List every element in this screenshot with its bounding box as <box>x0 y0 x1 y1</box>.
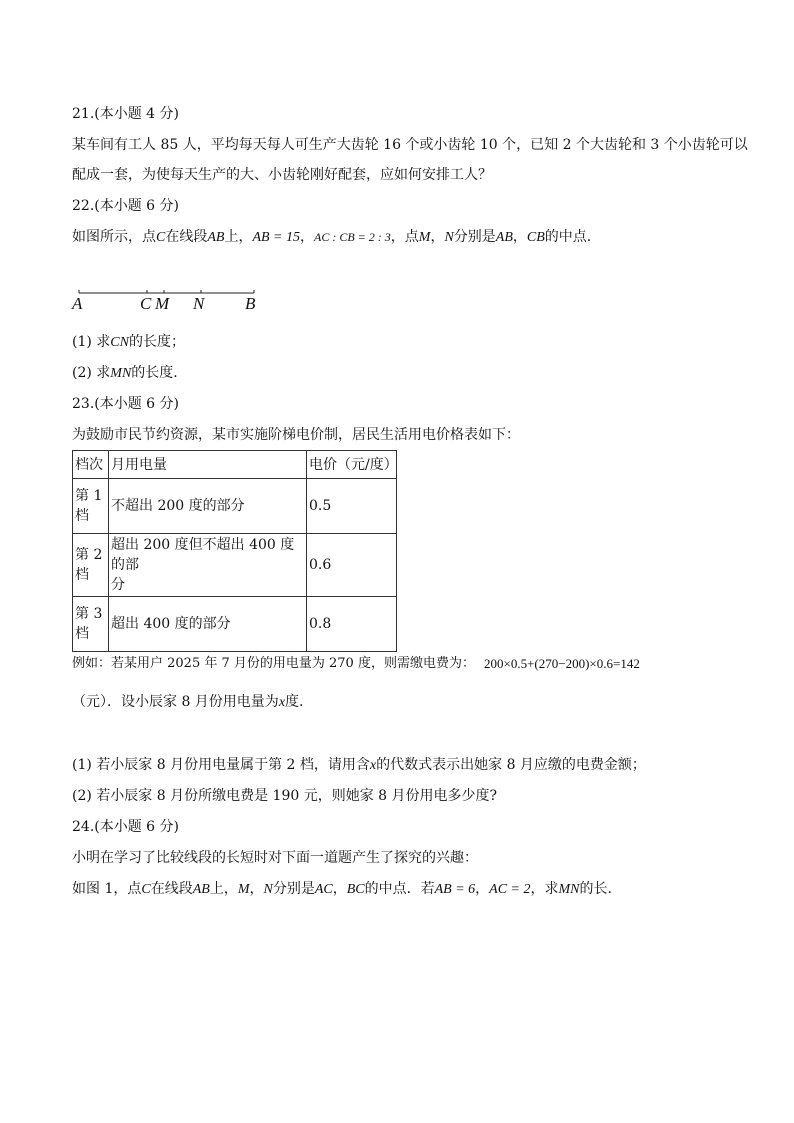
q24-line-g: 的长. <box>579 881 612 897</box>
q24-seg-ab: AB <box>192 882 210 897</box>
q24-line-a: 如图 1，点 <box>72 881 142 897</box>
table-row <box>73 479 397 534</box>
q24-line-f: ，求 <box>530 881 559 897</box>
q22-part1-a: (1) 求 <box>72 334 111 350</box>
q22-part2-b: 的长度. <box>131 365 178 381</box>
q22-var-m: M <box>418 230 431 245</box>
q22-part1 <box>72 332 185 353</box>
q22-intro-d: ，点 <box>390 229 419 245</box>
tier-cell <box>73 597 109 652</box>
tier-text-l2: 档 <box>75 508 89 524</box>
q24-eq-ab: AB = 6 <box>434 882 476 897</box>
q23-example-var: x <box>278 695 286 710</box>
q21-text-line1: 某车间有工人 85 人，平均每天每人可生产大齿轮 16 个或小齿轮 10 个，已知 2 个大齿轮和 3 个小齿轮可以 <box>72 137 748 153</box>
price-cell: 0.8 <box>307 597 397 652</box>
q24-seg-bc: BC <box>346 882 365 897</box>
q22-intro-f: 的中点. <box>544 229 592 245</box>
usage-cell <box>109 479 307 534</box>
usage-cell <box>109 597 307 652</box>
q24-var-m: M <box>237 882 250 897</box>
q23-example-formula: 200×0.5+(270−200)×0.6=142 <box>484 656 640 671</box>
q22-eq-ab: AB = 15 <box>252 230 301 245</box>
table-header-cell: 电价（元/度） <box>307 451 397 479</box>
point-label-m: M <box>155 294 170 313</box>
q24-sep3: ， <box>475 881 490 897</box>
q22-part2-var: MN <box>110 366 132 381</box>
tier-text-l2: 档 <box>75 626 89 642</box>
point-label-n: N <box>193 294 205 313</box>
q23-heading: 23.(本小题 6 分) <box>72 396 179 412</box>
q22-sep3: ， <box>512 229 527 245</box>
q23-part1-a: (1) 若小辰家 8 月份用电量属于第 2 档，请用含 <box>72 757 370 773</box>
q22-sep1: ， <box>300 229 315 245</box>
q24-line-b: 在线段 <box>150 881 193 897</box>
tier-text-l1: 第 3 <box>75 606 103 622</box>
q24-seg-mn: MN <box>558 882 580 897</box>
q23-example: 例如：若某用户 2025 年 7 月份的用电量为 270 度，则需缴电费为： <box>72 656 475 671</box>
q22-seg-ab: AB <box>207 230 225 245</box>
tier-text-l1: 第 1 <box>75 488 103 504</box>
q24-intro: 小明在学习了比较线段的长短时对下面一道题产生了探究的兴趣： <box>72 850 478 866</box>
tier-text-l2: 档 <box>75 567 89 583</box>
table-row <box>73 534 397 597</box>
q22-intro-b: 在线段 <box>165 229 208 245</box>
q22-ratio: AC : CB = 2 : 3 <box>314 230 391 244</box>
q24-eq-ac: AC = 2 <box>489 882 531 897</box>
q22-part1-var: CN <box>110 335 129 350</box>
q24-sep1: ， <box>249 881 264 897</box>
q23-example-line2-b: 度. <box>285 694 304 710</box>
q22-seg-cb: CB <box>526 230 545 245</box>
table-header-cell: 月用电量 <box>109 451 307 479</box>
price-table <box>72 450 397 652</box>
q22-heading: 22.(本小题 6 分) <box>72 198 179 214</box>
table-row <box>73 597 397 652</box>
q24-var-c: C <box>141 882 151 897</box>
segment-line-svg <box>72 284 272 320</box>
q24-heading: 24.(本小题 6 分) <box>72 819 179 835</box>
q23-example-line2-a: （元）．设小辰家 8 月份用电量为 <box>72 694 279 710</box>
usage-text-l1: 超出 200 度但不超出 400 度的部 <box>111 537 295 573</box>
segment-figure <box>72 284 272 320</box>
q22-var-c: C <box>156 230 166 245</box>
table-header-row <box>73 451 397 479</box>
q23-example-line2 <box>72 692 303 713</box>
tier-text-l1: 第 2 <box>75 547 103 563</box>
q22-var-n: N <box>444 230 454 245</box>
price-cell: 0.5 <box>307 479 397 534</box>
q23-part1-var: x <box>369 758 377 773</box>
point-label-c: C <box>140 294 152 313</box>
table-header-cell: 档次 <box>73 451 109 479</box>
usage-text-l2: 分 <box>111 577 125 593</box>
q23-part2: (2) 若小辰家 8 月份所缴电费是 190 元，则她家 8 月份用电多少度? <box>72 788 498 804</box>
q22-intro <box>72 227 591 248</box>
q24-seg-ac: AC <box>314 882 333 897</box>
tier-cell <box>73 534 109 597</box>
tier-cell <box>73 479 109 534</box>
q24-problem <box>72 879 612 900</box>
point-label-a: A <box>72 294 83 313</box>
q21-text-line2: 配成一套，为使每天生产的大、小齿轮刚好配套，应如何安排工人？ <box>72 167 492 183</box>
usage-cell <box>109 534 307 597</box>
q24-sep2: ， <box>332 881 347 897</box>
price-cell: 0.6 <box>307 534 397 597</box>
q22-part1-b: 的长度； <box>128 334 185 350</box>
usage-text-l1: 不超出 200 度的部分 <box>111 498 245 514</box>
q23-part1-b: 的代数式表示出她家 8 月应缴的电费金额； <box>376 757 646 773</box>
q24-line-d: 分别是 <box>272 881 315 897</box>
q23-intro: 为鼓励市民节约资源，某市实施阶梯电价制，居民生活用电价格表如下： <box>72 427 520 443</box>
q24-line-e: 的中点．若 <box>364 881 435 897</box>
q22-part2-a: (2) 求 <box>72 365 111 381</box>
q22-intro-e: 分别是 <box>453 229 496 245</box>
point-label-b: B <box>245 294 256 313</box>
q22-sep2: ， <box>430 229 445 245</box>
q22-intro-c: 上， <box>224 229 253 245</box>
q24-var-n: N <box>263 882 273 897</box>
usage-text-l1: 超出 400 度的部分 <box>111 616 231 632</box>
q22-part2 <box>72 363 178 384</box>
q22-seg-ab2: AB <box>495 230 513 245</box>
q23-part1 <box>72 755 646 776</box>
q22-intro-a: 如图所示，点 <box>72 229 156 245</box>
q21-heading: 21.(本小题 4 分) <box>72 106 179 122</box>
q24-line-c: 上， <box>209 881 238 897</box>
